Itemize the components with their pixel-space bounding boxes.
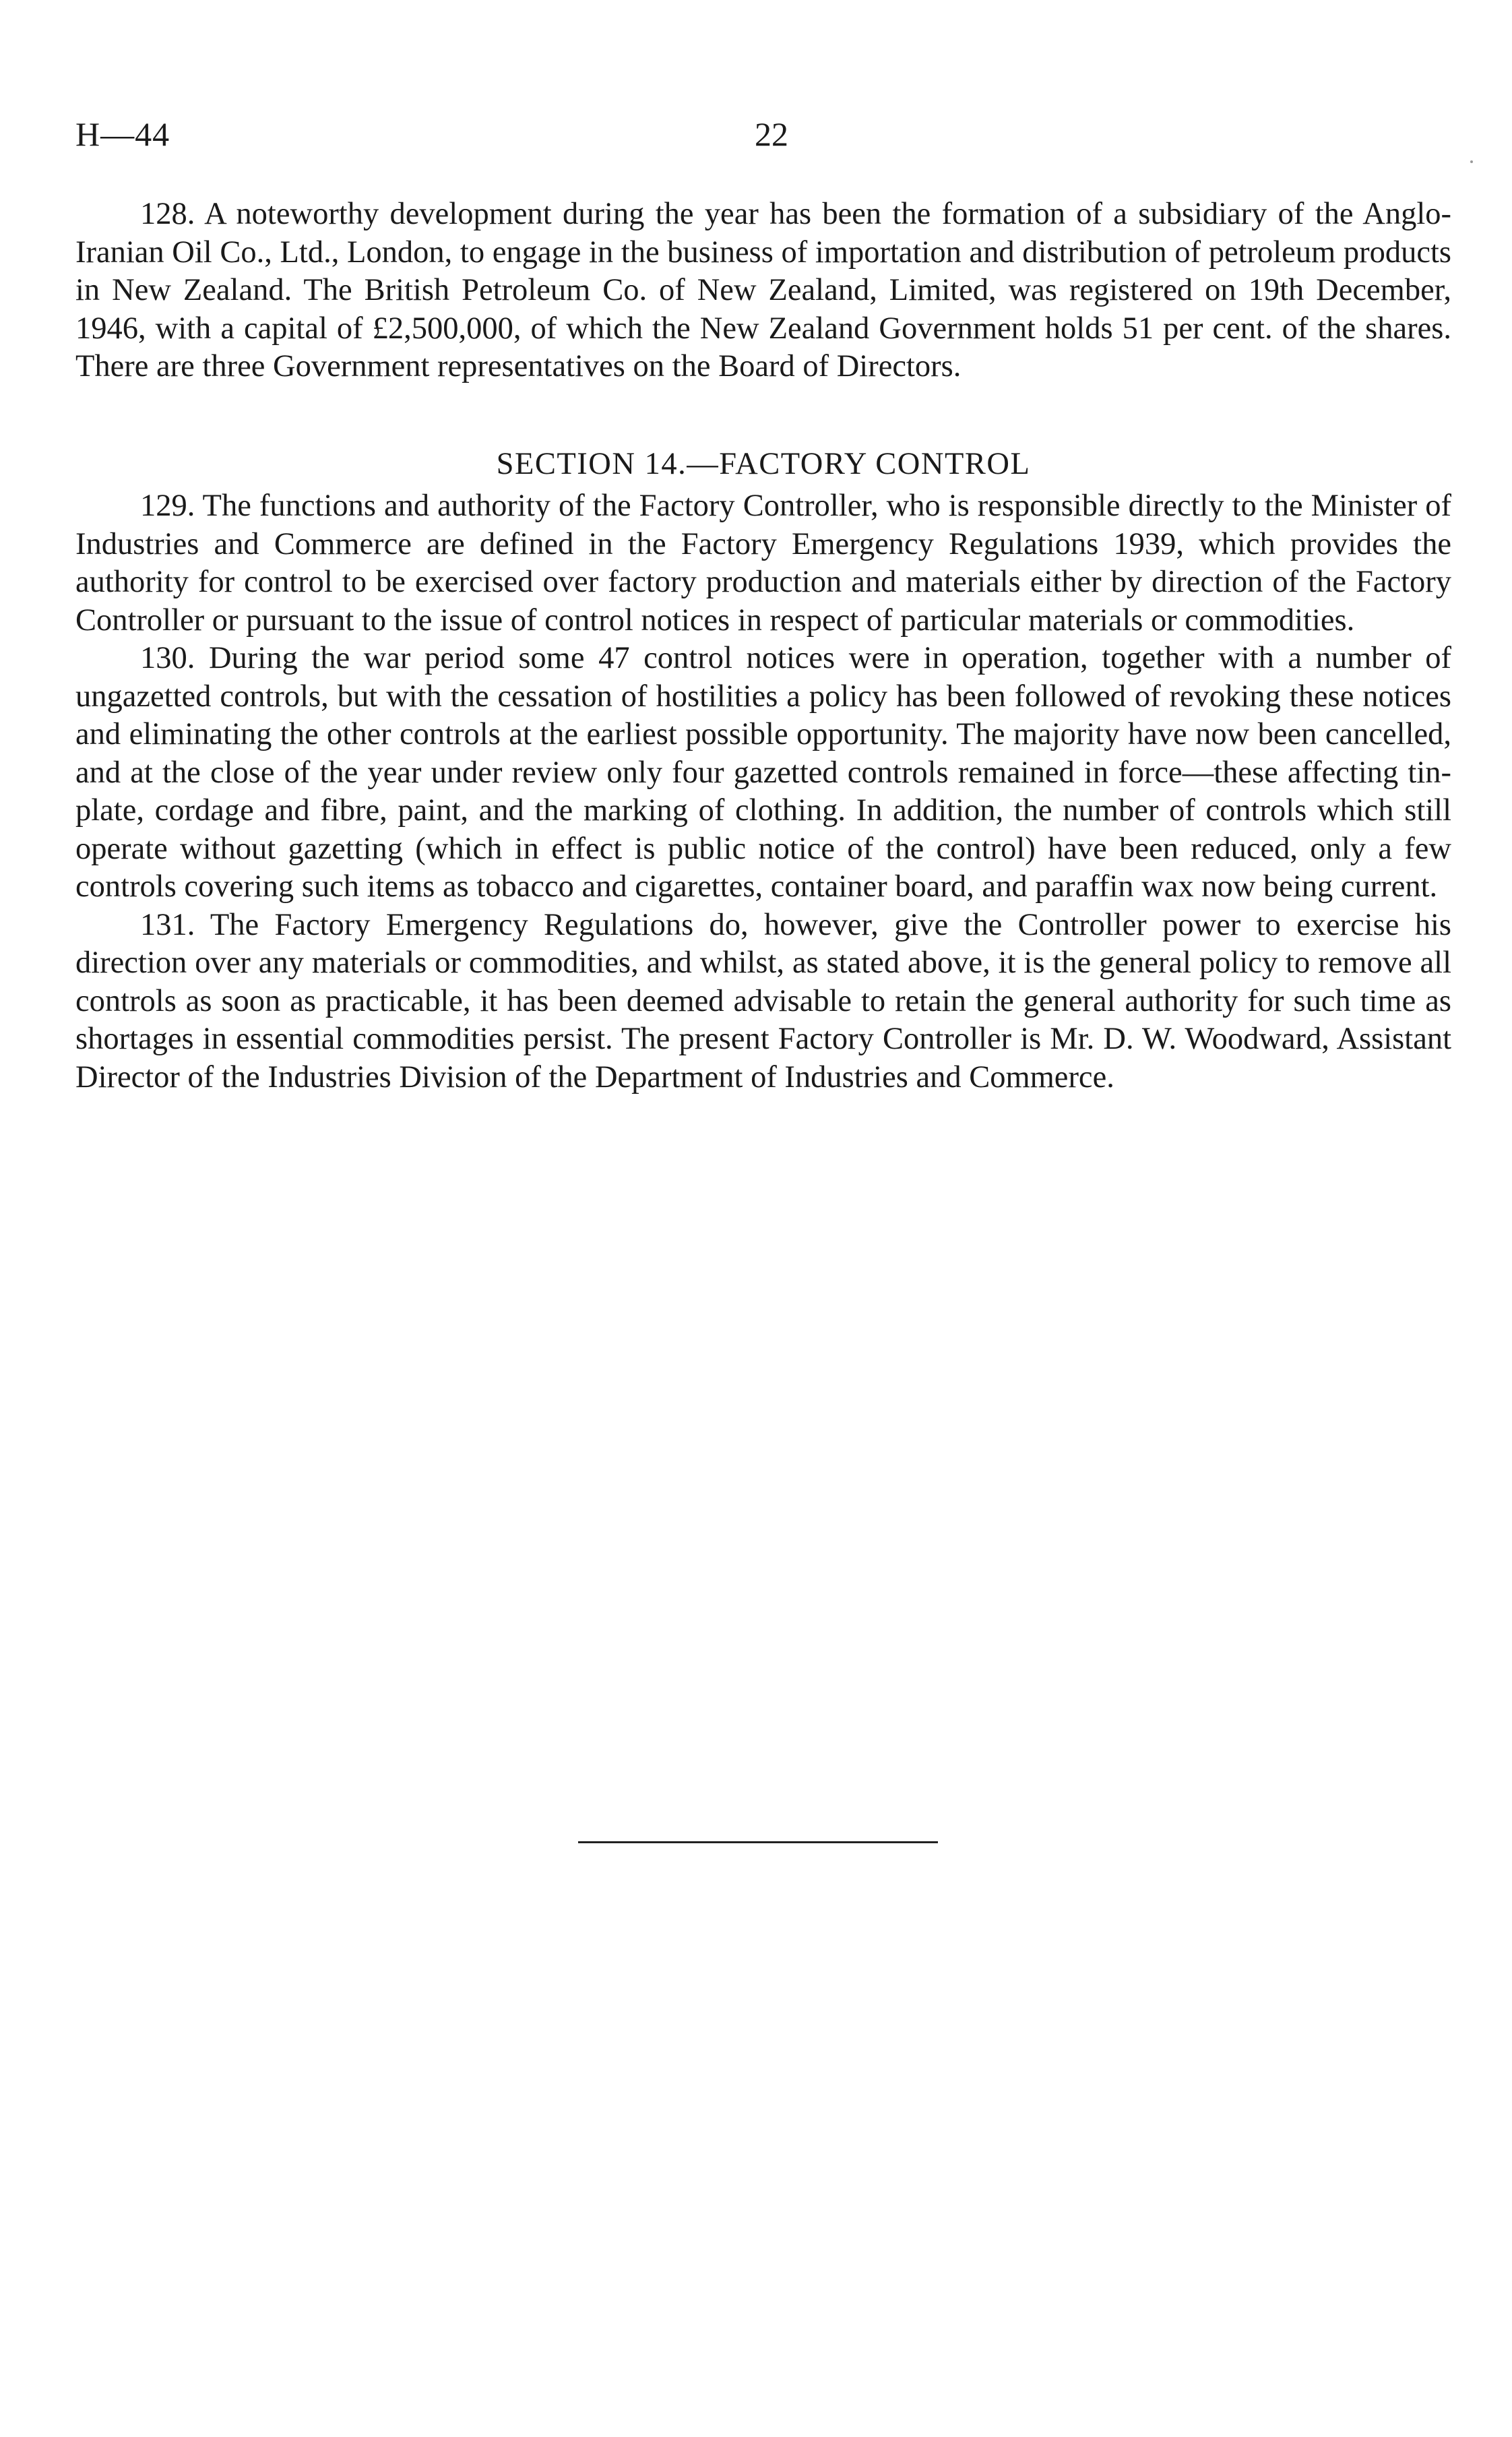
document-code: H—44 bbox=[75, 115, 170, 153]
document-body bbox=[75, 195, 1451, 1097]
paragraph-128: 128. A noteworthy development during the year has been the formation of a subsidiary of the Anglo-Iranian Oil Co., Ltd., London, to engage in the business of importation and distribution of petroleum products in New Zealand. The British Petroleum Co. of New Zealand, Limited, was registered on 19th December, 1946, with a capital of £2,500,000, of which the New Zealand Government holds 51 per cent. of the shares. There are three Government representatives on the Board of Directors. bbox=[75, 197, 1451, 383]
scan-speck bbox=[1470, 160, 1473, 163]
paragraph-129: 129. The functions and authority of the Factory Controller, who is responsible directly to the Minister of Industries and Commerce are defined in the Factory Emergency Regulations 1939, which provides the authority for control to be exercised over factory production and materials either by direction of the Factory Controller or pursuant to the issue of control notices in respect of particular materials or commodities. bbox=[75, 489, 1451, 638]
paragraph-130: 130. During the war period some 47 control notices were in operation, together with a number of ungazetted controls, but with the cessation of hostilities a policy has been followed of revoking these notices and eliminating the other controls at the earliest possible opportunity. The majority have now been cancelled, and at the close of the year under review only four gazetted controls remained in force—these affecting tin-plate, cordage and fibre, paint, and the marking of clothing. In addition, the number of controls which still operate without gazetting (which in effect is public notice of the control) have been reduced, only a few controls covering such items as tobacco and cigarettes, container board, and paraffin wax now being current. bbox=[75, 641, 1451, 904]
page-number: 22 bbox=[755, 115, 788, 153]
closing-rule bbox=[578, 1841, 938, 1843]
page-header bbox=[75, 115, 1457, 155]
section-heading: SECTION 14.—FACTORY CONTROL bbox=[496, 446, 1031, 481]
paragraph-131: 131. The Factory Emergency Regulations do, however, give the Controller power to exercise his direction over any materials or commodities, and whilst, as stated above, it is the general policy to remove all controls as soon as practicable, it has been deemed advisable to retain the general authority for such time as shortages in essential commodities persist. The present Factory Controller is Mr. D. W. Woodward, Assistant Director of the Industries Division of the Department of Industries and Commerce. bbox=[75, 907, 1451, 1094]
